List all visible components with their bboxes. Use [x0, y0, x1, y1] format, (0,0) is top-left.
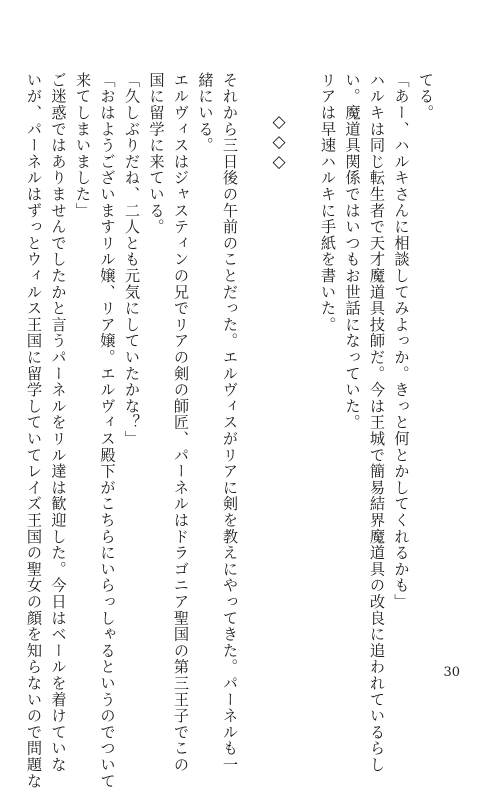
scene-break-ornament: ◇◇◇: [269, 112, 289, 172]
column-gap: [242, 72, 267, 640]
text-column: 緒にいる。: [196, 72, 215, 154]
text-column: 「おはようございますリル嬢、リア嬢。エルヴィス殿下がこちらにいらっしゃるというのでついて: [98, 72, 117, 789]
text-column: 「あー、ハルキさんに相談してみよっか。きっと何とかしてくれるかも」: [392, 72, 411, 610]
text-column: ご迷惑ではありませんでしたかと言うパーネルをリル達は歓迎した。今日はベールを着けていな: [49, 72, 68, 773]
text-column: それから三日後の午前のことだった。エルヴィスがリアに剣を教えにやってきた。パーネルも一: [221, 72, 239, 773]
text-column: 国に留学に来ている。: [147, 72, 166, 235]
text-column: 「久しぶりだね、二人とも元気にしていたかな？」: [123, 72, 141, 447]
text-column: ハルキは同じ転生者で天才魔道具技師だ。今は王城で簡易結界魔道具の改良に追われているらし: [368, 72, 386, 773]
column-gap: [291, 72, 316, 640]
text-column: いが、パーネルはずっとウィルス王国に留学していてレイズ王国の聖女の顔を知らないので問題な: [25, 72, 43, 789]
text-column: てる。: [417, 72, 435, 121]
text-column: リアは早速ハルキに手紙を書いた。: [319, 72, 337, 333]
page-number: 30: [443, 665, 460, 680]
text-column: 来てしまいました」: [74, 72, 92, 219]
vertical-text-body: [25, 72, 438, 789]
text-column: エルヴィスはジャスティンの兄でリアの剣の師匠、パーネルはドラゴニア聖国の第三王子でこの: [172, 72, 190, 773]
text-column: い。魔道具関係ではいつもお世話になっていた。: [343, 72, 362, 431]
